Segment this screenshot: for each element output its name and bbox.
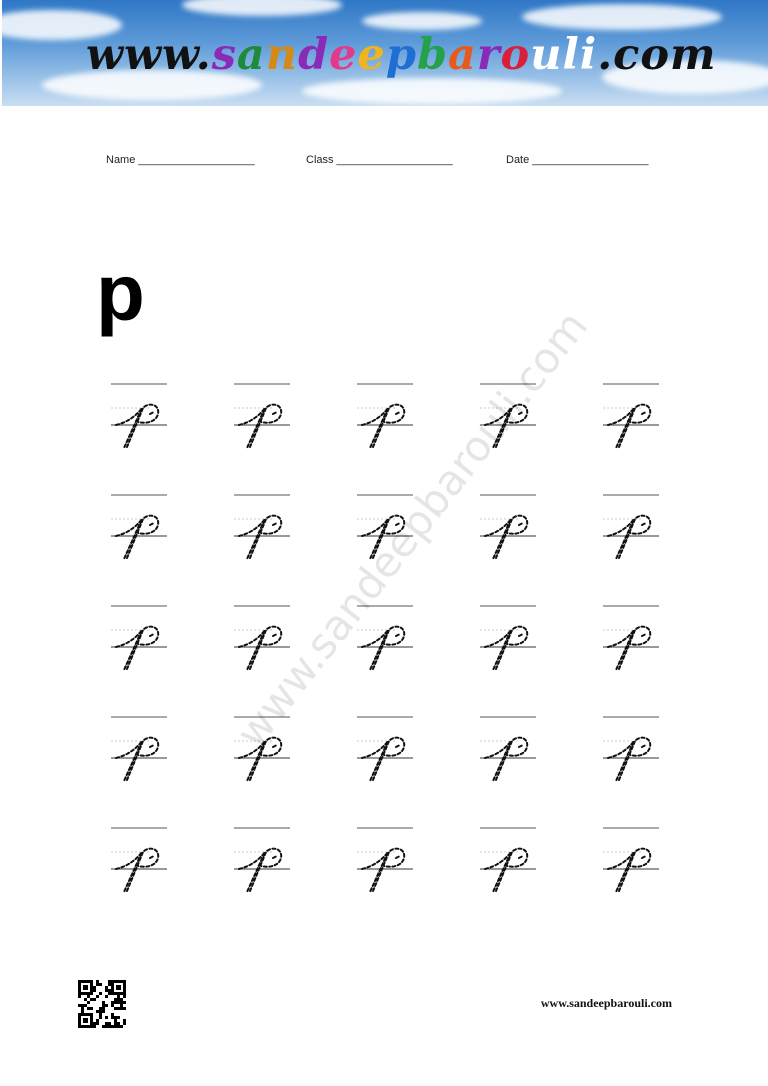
logo-char: www. [86, 30, 212, 80]
tracing-letter-p [479, 600, 539, 675]
tracing-cell [233, 378, 293, 453]
tracing-letter-p [602, 822, 662, 897]
tracing-letter-p [602, 489, 662, 564]
tracing-letter-p [110, 489, 170, 564]
logo-char: r [476, 30, 501, 80]
tracing-cell [479, 711, 539, 786]
name-field[interactable]: Name ___________________ [106, 154, 255, 166]
logo-char: a [448, 30, 477, 80]
tracing-cell [110, 822, 170, 897]
tracing-letter-p [356, 711, 416, 786]
logo-char: i [579, 30, 598, 80]
tracing-letter-p [479, 489, 539, 564]
tracing-cell [602, 600, 662, 675]
footer-url[interactable]: www.sandeepbarouli.com [540, 996, 672, 1010]
tracing-cell [233, 822, 293, 897]
watermark: www.sandeepbarouli.com [226, 301, 597, 757]
tracing-cell [356, 822, 416, 897]
tracing-letter-p [479, 822, 539, 897]
tracing-letter-p [233, 822, 293, 897]
logo-char: u [530, 30, 563, 80]
tracing-letter-p [356, 822, 416, 897]
logo-char: d [298, 30, 330, 80]
logo-char: o [500, 30, 531, 80]
tracing-cell [356, 711, 416, 786]
logo-char: n [265, 30, 299, 80]
tracing-cell [233, 489, 293, 564]
tracing-cell [110, 600, 170, 675]
tracing-letter-p [110, 600, 170, 675]
tracing-letter-p [233, 378, 293, 453]
logo-char: s [211, 30, 237, 80]
logo-char: .com [597, 30, 717, 80]
tracing-letter-p [479, 711, 539, 786]
logo-char: b [416, 30, 449, 80]
tracing-letter-p [356, 378, 416, 453]
tracing-letter-p [602, 600, 662, 675]
tracing-cell [356, 378, 416, 453]
tracing-letter-p [602, 711, 662, 786]
target-letter: p [96, 248, 145, 337]
tracing-letter-p [110, 711, 170, 786]
logo-char: e [357, 30, 386, 80]
tracing-cell [602, 822, 662, 897]
tracing-cell [602, 711, 662, 786]
tracing-letter-p [602, 378, 662, 453]
class-field[interactable]: Class ___________________ [306, 154, 453, 166]
date-field[interactable]: Date ___________________ [506, 154, 649, 166]
logo-char: a [236, 30, 266, 80]
tracing-cell [479, 489, 539, 564]
tracing-cell [602, 489, 662, 564]
tracing-letter-p [233, 489, 293, 564]
tracing-cell [479, 600, 539, 675]
tracing-cell [602, 378, 662, 453]
tracing-cell [110, 378, 170, 453]
qr-code [78, 980, 126, 1028]
tracing-letter-p [110, 378, 170, 453]
logo-char: e [329, 30, 358, 80]
tracing-letter-p [110, 822, 170, 897]
tracing-cell [479, 822, 539, 897]
tracing-cell [110, 489, 170, 564]
logo-char: p [385, 30, 417, 80]
logo-char: l [562, 30, 580, 80]
tracing-cell [110, 711, 170, 786]
